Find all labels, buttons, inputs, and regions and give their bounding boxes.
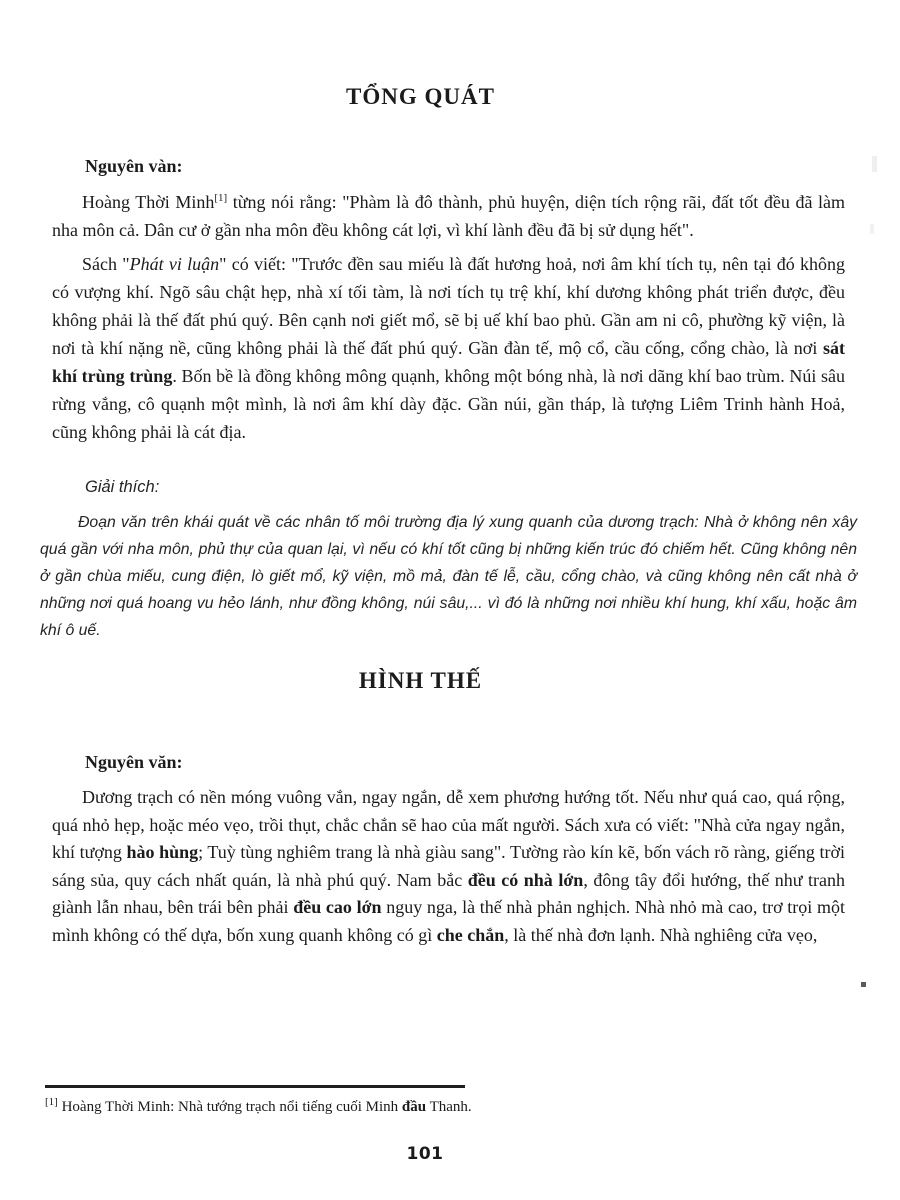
page-number: 101 — [406, 1144, 444, 1164]
scan-smudge-top — [872, 156, 877, 172]
page-content — [40, 84, 857, 955]
label-nguyen-van-2: Nguyên văn: — [85, 752, 183, 772]
section-title-hinh-the: HÌNH THẾ — [358, 668, 483, 693]
label-nguyen-van-1: Nguyên vàn: — [85, 156, 183, 176]
scan-speck-dark — [861, 982, 866, 987]
footnote — [45, 1096, 845, 1118]
footnote-marker: [1] — [45, 1096, 58, 1108]
footnote-divider — [45, 1085, 465, 1088]
paragraph-phat-vi-luan: Sách "Phát vi luận" có viết: "Trước đền sau miếu là đất hương hoả, nơi âm khí tích tụ, nên tại đó không có vượng khí. Ngõ sâu chật hẹp, nhà xí tối tàm, là nơi tích tụ trệ khí, khí dương không phát triển được, đều không phải là thế đất phú quý. Bên cạnh nơi giết mổ, sẽ bị uế khí bao phủ. Gần am ni cô, phường kỹ viện, là nơi tà khí nặng nề, cũng không phải là thế đất phú quý. Gần đàn tế, mộ cổ, cầu cống, cổng chào, là nơi sát khí trùng trùng. Bốn bề là đồng không mông quạnh, không một bóng nhà, là nơi dãng khí bao trùm. Núi sâu rừng vắng, cô quạnh một mình, là nơi âm khí dày đặc. Gần núi, gần tháp, là tượng Liêm Trinh hành Hoả, cũng không phải là cát địa. — [52, 254, 846, 442]
paragraph-giai-thich: Đoạn văn trên khái quát về các nhân tố môi trường địa lý xung quanh của dương trạch: Nhà ở không nên xây quá gần với nha môn, phủ thự của quan lại, vì nếu có khí tốt cũng bị những kiến trúc đó chiếm hết. Cũng không nên ở gần chùa miếu, cung điện, lò giết mổ, kỹ viện, mồ mả, đàn tế lễ, cầu, cổng chào, và cũng không nên cất nhà ở những nơi quá hoang vu hẻo lánh, như đồng không, núi sâu,... vì đó là những nơi nhiều khí hung, khí xấu, hoặc âm khí ô uế. — [40, 514, 857, 639]
section-title-tong-quat: TỔNG QUÁT — [346, 84, 495, 109]
label-giai-thich: Giải thích: — [85, 478, 160, 496]
paragraph-hinh-the: Dương trạch có nền móng vuông vắn, ngay ngắn, dễ xem phương hướng tốt. Nếu như quá cao, quá rộng, quá nhỏ hẹp, hoặc méo vẹo, trồi thụt, chắc chắn sẽ hao của mất người. Sách xưa có viết: "Nhà cửa ngay ngắn, khí tượng hào hùng; Tuỳ tùng nghiêm trang là nhà giàu sang". Tường rào kín kẽ, bốn vách rõ ràng, giếng trời sáng sủa, quy cách nhất quán, là nhà phú quý. Nam bắc đều có nhà lớn, đông tây đổi hướng, thế như tranh giành lẫn nhau, bên trái bên phải đều cao lớn nguy nga, là thế nhà phản nghịch. Nhà nhỏ mà cao, trơ trọi một mình không có thế dựa, bốn xung quanh không có gì che chắn, là thế nhà đơn lạnh. Nhà nghiêng cửa vẹo, — [52, 787, 846, 945]
scan-smudge-mid — [870, 224, 874, 234]
paragraph-hoang-thoi-minh: Hoàng Thời Minh[1] từng nói rằng: "Phàm là đô thành, phủ huyện, diện tích rộng rãi, đất tốt đều đã làm nha môn cả. Dân cư ở gần nha môn đều không cát lợi, vì khí lành đều đã bị sử dụng hết". — [52, 192, 846, 240]
footnote-text: Hoàng Thời Minh: Nhà tướng trạch nổi tiếng cuối Minh đầu Thanh. — [57, 1099, 472, 1115]
